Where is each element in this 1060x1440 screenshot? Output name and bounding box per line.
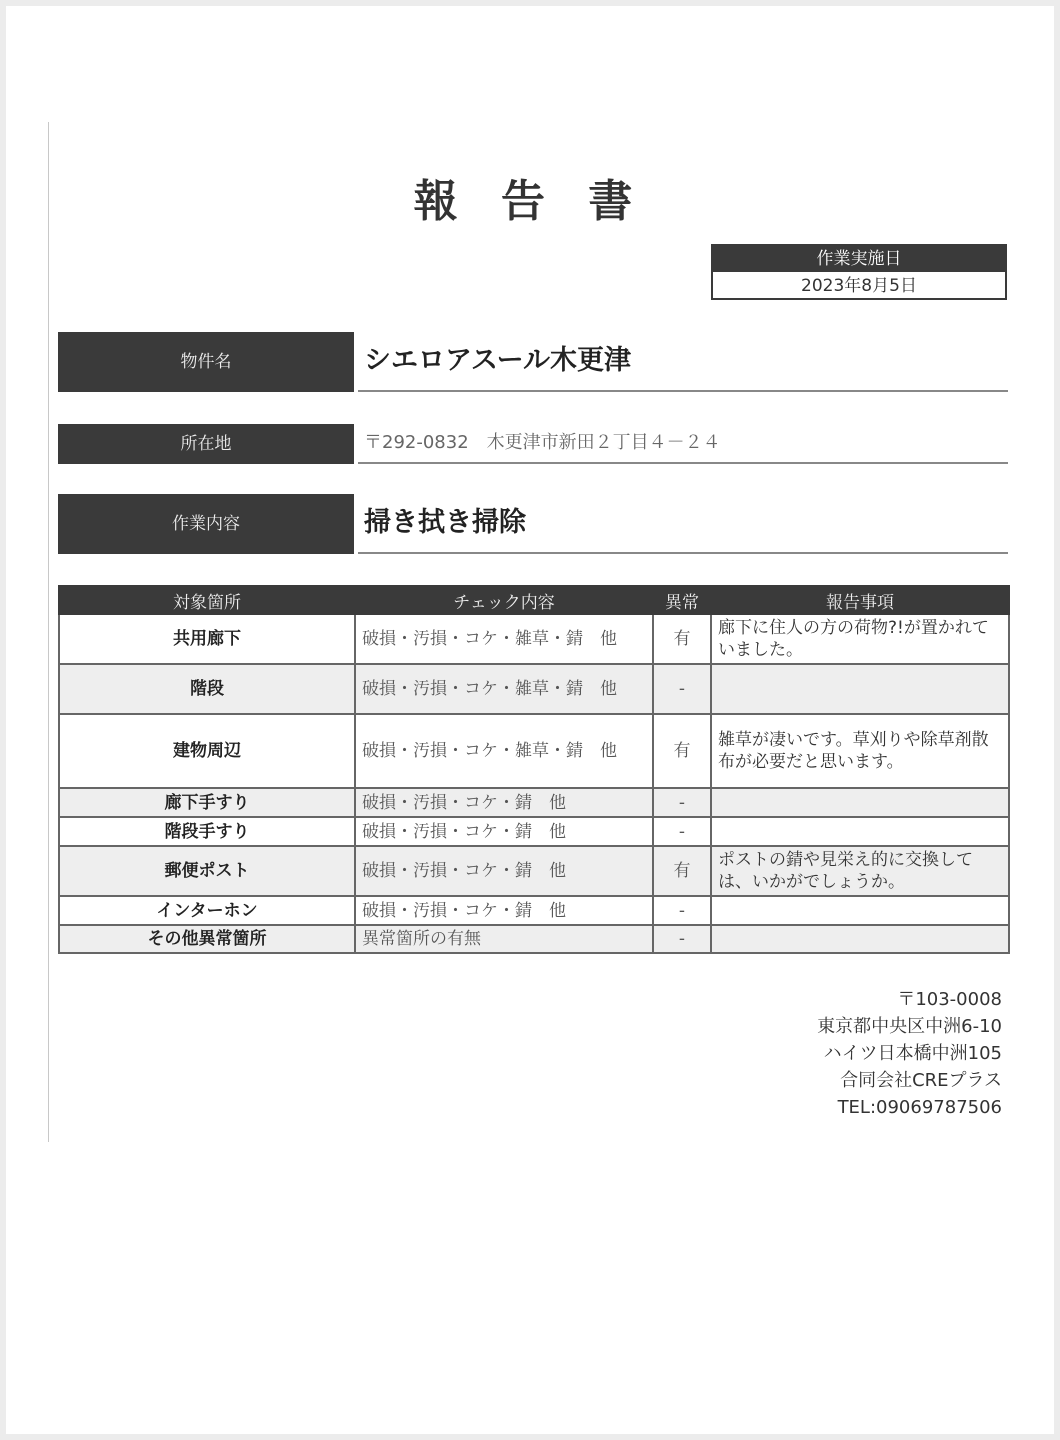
cell-abnormal: - xyxy=(653,896,711,925)
header-abnormal: 異常 xyxy=(653,586,711,614)
work-content-row xyxy=(58,494,1008,554)
cell-abnormal: - xyxy=(653,788,711,817)
table-row xyxy=(59,664,1009,714)
cell-note xyxy=(711,896,1009,925)
table-header-row xyxy=(59,586,1009,614)
inspection-table xyxy=(58,585,1010,954)
cell-abnormal: - xyxy=(653,817,711,846)
company-address-block xyxy=(817,986,1002,1121)
cell-target: 建物周辺 xyxy=(59,714,355,788)
cell-check: 破損・汚損・コケ・錆 他 xyxy=(355,788,653,817)
header-check: チェック内容 xyxy=(355,586,653,614)
work-date-box xyxy=(711,244,1007,300)
cell-check: 破損・汚損・コケ・錆 他 xyxy=(355,896,653,925)
company-phone: TEL:09069787506 xyxy=(837,1097,1002,1118)
table-row xyxy=(59,846,1009,896)
cell-target: 階段 xyxy=(59,664,355,714)
company-name: 合同会社CREプラス xyxy=(840,1070,1002,1091)
cell-note: 廊下に住人の方の荷物?!が置かれていました。 xyxy=(711,614,1009,664)
cell-abnormal: 有 xyxy=(653,846,711,896)
company-address-line-2: ハイツ日本橋中洲105 xyxy=(823,1043,1002,1064)
table-row xyxy=(59,817,1009,846)
cell-abnormal: 有 xyxy=(653,614,711,664)
cell-abnormal: - xyxy=(653,925,711,953)
cell-check: 破損・汚損・コケ・雑草・錆 他 xyxy=(355,664,653,714)
property-name-value: シエロアスール木更津 xyxy=(358,332,1008,392)
work-content-label: 作業内容 xyxy=(58,494,354,554)
cell-check: 破損・汚損・コケ・雑草・錆 他 xyxy=(355,714,653,788)
table-row xyxy=(59,788,1009,817)
cell-note xyxy=(711,925,1009,953)
location-value: 〒292-0832 木更津市新田２丁目４－２４ xyxy=(358,424,1008,464)
location-row xyxy=(58,424,1008,464)
cell-target: インターホン xyxy=(59,896,355,925)
table-row xyxy=(59,925,1009,953)
table-row xyxy=(59,614,1009,664)
cell-check: 破損・汚損・コケ・雑草・錆 他 xyxy=(355,614,653,664)
cell-note: ポストの錆や見栄え的に交換しては、いかがでしょうか。 xyxy=(711,846,1009,896)
left-margin-rule xyxy=(48,122,49,1142)
table-row xyxy=(59,714,1009,788)
cell-target: 階段手すり xyxy=(59,817,355,846)
property-name-row xyxy=(58,332,1008,392)
location-label: 所在地 xyxy=(58,424,354,464)
company-postal-code: 〒103-0008 xyxy=(897,989,1002,1010)
cell-check: 破損・汚損・コケ・錆 他 xyxy=(355,817,653,846)
cell-target: 廊下手すり xyxy=(59,788,355,817)
cell-check: 破損・汚損・コケ・錆 他 xyxy=(355,846,653,896)
property-name-label: 物件名 xyxy=(58,332,354,392)
cell-note: 雑草が凄いです。草刈りや除草剤散布が必要だと思います。 xyxy=(711,714,1009,788)
cell-note xyxy=(711,788,1009,817)
company-address-line-1: 東京都中央区中洲6-10 xyxy=(817,1016,1002,1037)
header-note: 報告事項 xyxy=(711,586,1009,614)
cell-check: 異常箇所の有無 xyxy=(355,925,653,953)
cell-target: その他異常箇所 xyxy=(59,925,355,953)
work-content-value: 掃き拭き掃除 xyxy=(358,494,1008,554)
cell-target: 共用廊下 xyxy=(59,614,355,664)
work-date-label: 作業実施日 xyxy=(713,246,1005,272)
cell-target: 郵便ポスト xyxy=(59,846,355,896)
header-target: 対象箇所 xyxy=(59,586,355,614)
cell-note xyxy=(711,817,1009,846)
cell-abnormal: 有 xyxy=(653,714,711,788)
work-date-value: 2023年8月5日 xyxy=(801,276,917,296)
table-row xyxy=(59,896,1009,925)
document-title: 報 告 書 xyxy=(413,176,647,227)
cell-note xyxy=(711,664,1009,714)
cell-abnormal: - xyxy=(653,664,711,714)
